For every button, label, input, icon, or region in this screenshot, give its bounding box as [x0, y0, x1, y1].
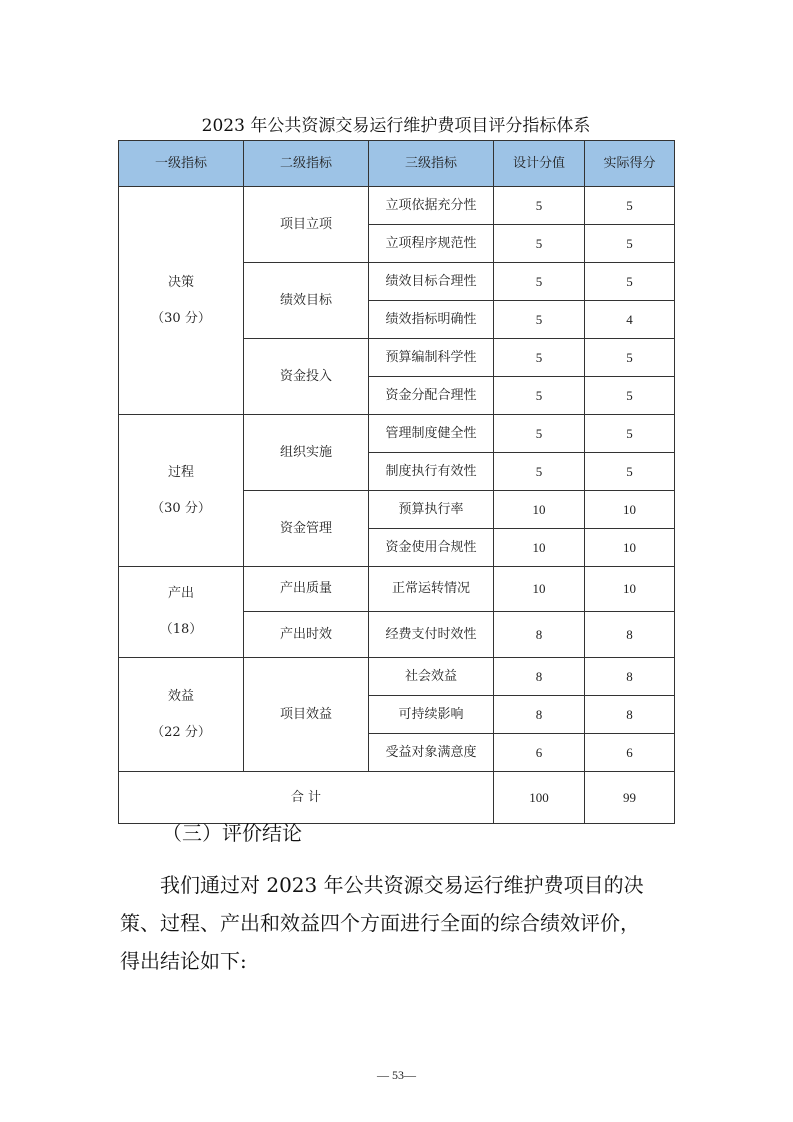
indicator-table	[118, 140, 675, 824]
total-actual-score: 99	[585, 772, 675, 824]
header-level1: 一级指标	[119, 141, 244, 187]
level2-cell: 产出质量	[244, 567, 369, 612]
level1-cell-process	[119, 415, 244, 567]
actual-score-cell: 4	[585, 301, 675, 339]
header-actual-score: 实际得分	[585, 141, 675, 187]
table-title: 2023 年公共资源交易运行维护费项目评分指标体系	[201, 116, 591, 136]
design-score-cell: 5	[494, 263, 585, 301]
level3-cell: 绩效指标明确性	[369, 301, 494, 339]
level3-cell: 资金使用合规性	[369, 529, 494, 567]
table-header-row	[119, 141, 675, 187]
level1-score: （18）	[159, 622, 203, 637]
level3-cell: 立项依据充分性	[369, 187, 494, 225]
actual-score-cell: 5	[585, 377, 675, 415]
actual-score-cell: 8	[585, 696, 675, 734]
page-number: — 53—	[377, 1068, 416, 1082]
total-row	[119, 772, 675, 824]
level1-cell-output	[119, 567, 244, 658]
design-score-cell: 5	[494, 339, 585, 377]
design-score-cell: 8	[494, 612, 585, 658]
level2-cell: 组织实施	[244, 415, 369, 491]
actual-score-cell: 10	[585, 567, 675, 612]
design-score-cell: 5	[494, 415, 585, 453]
level2-cell: 项目效益	[244, 658, 369, 772]
level3-cell: 预算执行率	[369, 491, 494, 529]
actual-score-cell: 5	[585, 453, 675, 491]
actual-score-cell: 10	[585, 491, 675, 529]
actual-score-cell: 5	[585, 415, 675, 453]
header-level3: 三级指标	[369, 141, 494, 187]
paragraph-line: 我们通过对 2023 年公共资源交易运行维护费项目的决	[160, 873, 644, 897]
level3-cell: 经费支付时效性	[369, 612, 494, 658]
level3-cell: 管理制度健全性	[369, 415, 494, 453]
total-design-score: 100	[494, 772, 585, 824]
level3-cell: 资金分配合理性	[369, 377, 494, 415]
level1-score: （30 分）	[151, 500, 211, 516]
design-score-cell: 10	[494, 567, 585, 612]
level2-cell: 资金投入	[244, 339, 369, 415]
table-row	[119, 567, 675, 612]
level3-cell: 可持续影响	[369, 696, 494, 734]
table-row	[119, 658, 675, 696]
level3-cell: 绩效目标合理性	[369, 263, 494, 301]
actual-score-cell: 5	[585, 187, 675, 225]
level1-cell-benefit	[119, 658, 244, 772]
design-score-cell: 5	[494, 453, 585, 491]
level1-cell-decision	[119, 187, 244, 415]
level2-cell: 资金管理	[244, 491, 369, 567]
design-score-cell: 8	[494, 696, 585, 734]
level3-cell: 社会效益	[369, 658, 494, 696]
design-score-cell: 5	[494, 377, 585, 415]
design-score-cell: 6	[494, 734, 585, 772]
level2-cell: 绩效目标	[244, 263, 369, 339]
level3-cell: 正常运转情况	[369, 567, 494, 612]
design-score-cell: 5	[494, 187, 585, 225]
level3-cell: 受益对象满意度	[369, 734, 494, 772]
level3-cell: 制度执行有效性	[369, 453, 494, 491]
level3-cell: 预算编制科学性	[369, 339, 494, 377]
design-score-cell: 10	[494, 529, 585, 567]
actual-score-cell: 10	[585, 529, 675, 567]
level2-cell: 项目立项	[244, 187, 369, 263]
actual-score-cell: 8	[585, 658, 675, 696]
level2-cell: 产出时效	[244, 612, 369, 658]
design-score-cell: 8	[494, 658, 585, 696]
level1-name: 产出	[167, 586, 194, 601]
paragraph-line: 得出结论如下:	[120, 949, 247, 973]
header-design-score: 设计分值	[494, 141, 585, 187]
actual-score-cell: 5	[585, 225, 675, 263]
conclusion-paragraph	[120, 866, 680, 980]
paragraph-line: 策、过程、产出和效益四个方面进行全面的综合绩效评价，	[120, 911, 640, 935]
actual-score-cell: 5	[585, 339, 675, 377]
actual-score-cell: 6	[585, 734, 675, 772]
design-score-cell: 10	[494, 491, 585, 529]
level1-name: 过程	[167, 464, 194, 480]
level1-name: 决策	[167, 274, 194, 290]
level1-name: 效益	[167, 688, 194, 704]
design-score-cell: 5	[494, 301, 585, 339]
section-heading: （三）评价结论	[162, 821, 302, 845]
level1-score: （22 分）	[151, 724, 211, 740]
level3-cell: 立项程序规范性	[369, 225, 494, 263]
total-label: 合 计	[119, 772, 494, 824]
actual-score-cell: 8	[585, 612, 675, 658]
table-row	[119, 415, 675, 453]
table-row	[119, 187, 675, 225]
design-score-cell: 5	[494, 225, 585, 263]
level1-score: （30 分）	[151, 310, 211, 326]
actual-score-cell: 5	[585, 263, 675, 301]
header-level2: 二级指标	[244, 141, 369, 187]
